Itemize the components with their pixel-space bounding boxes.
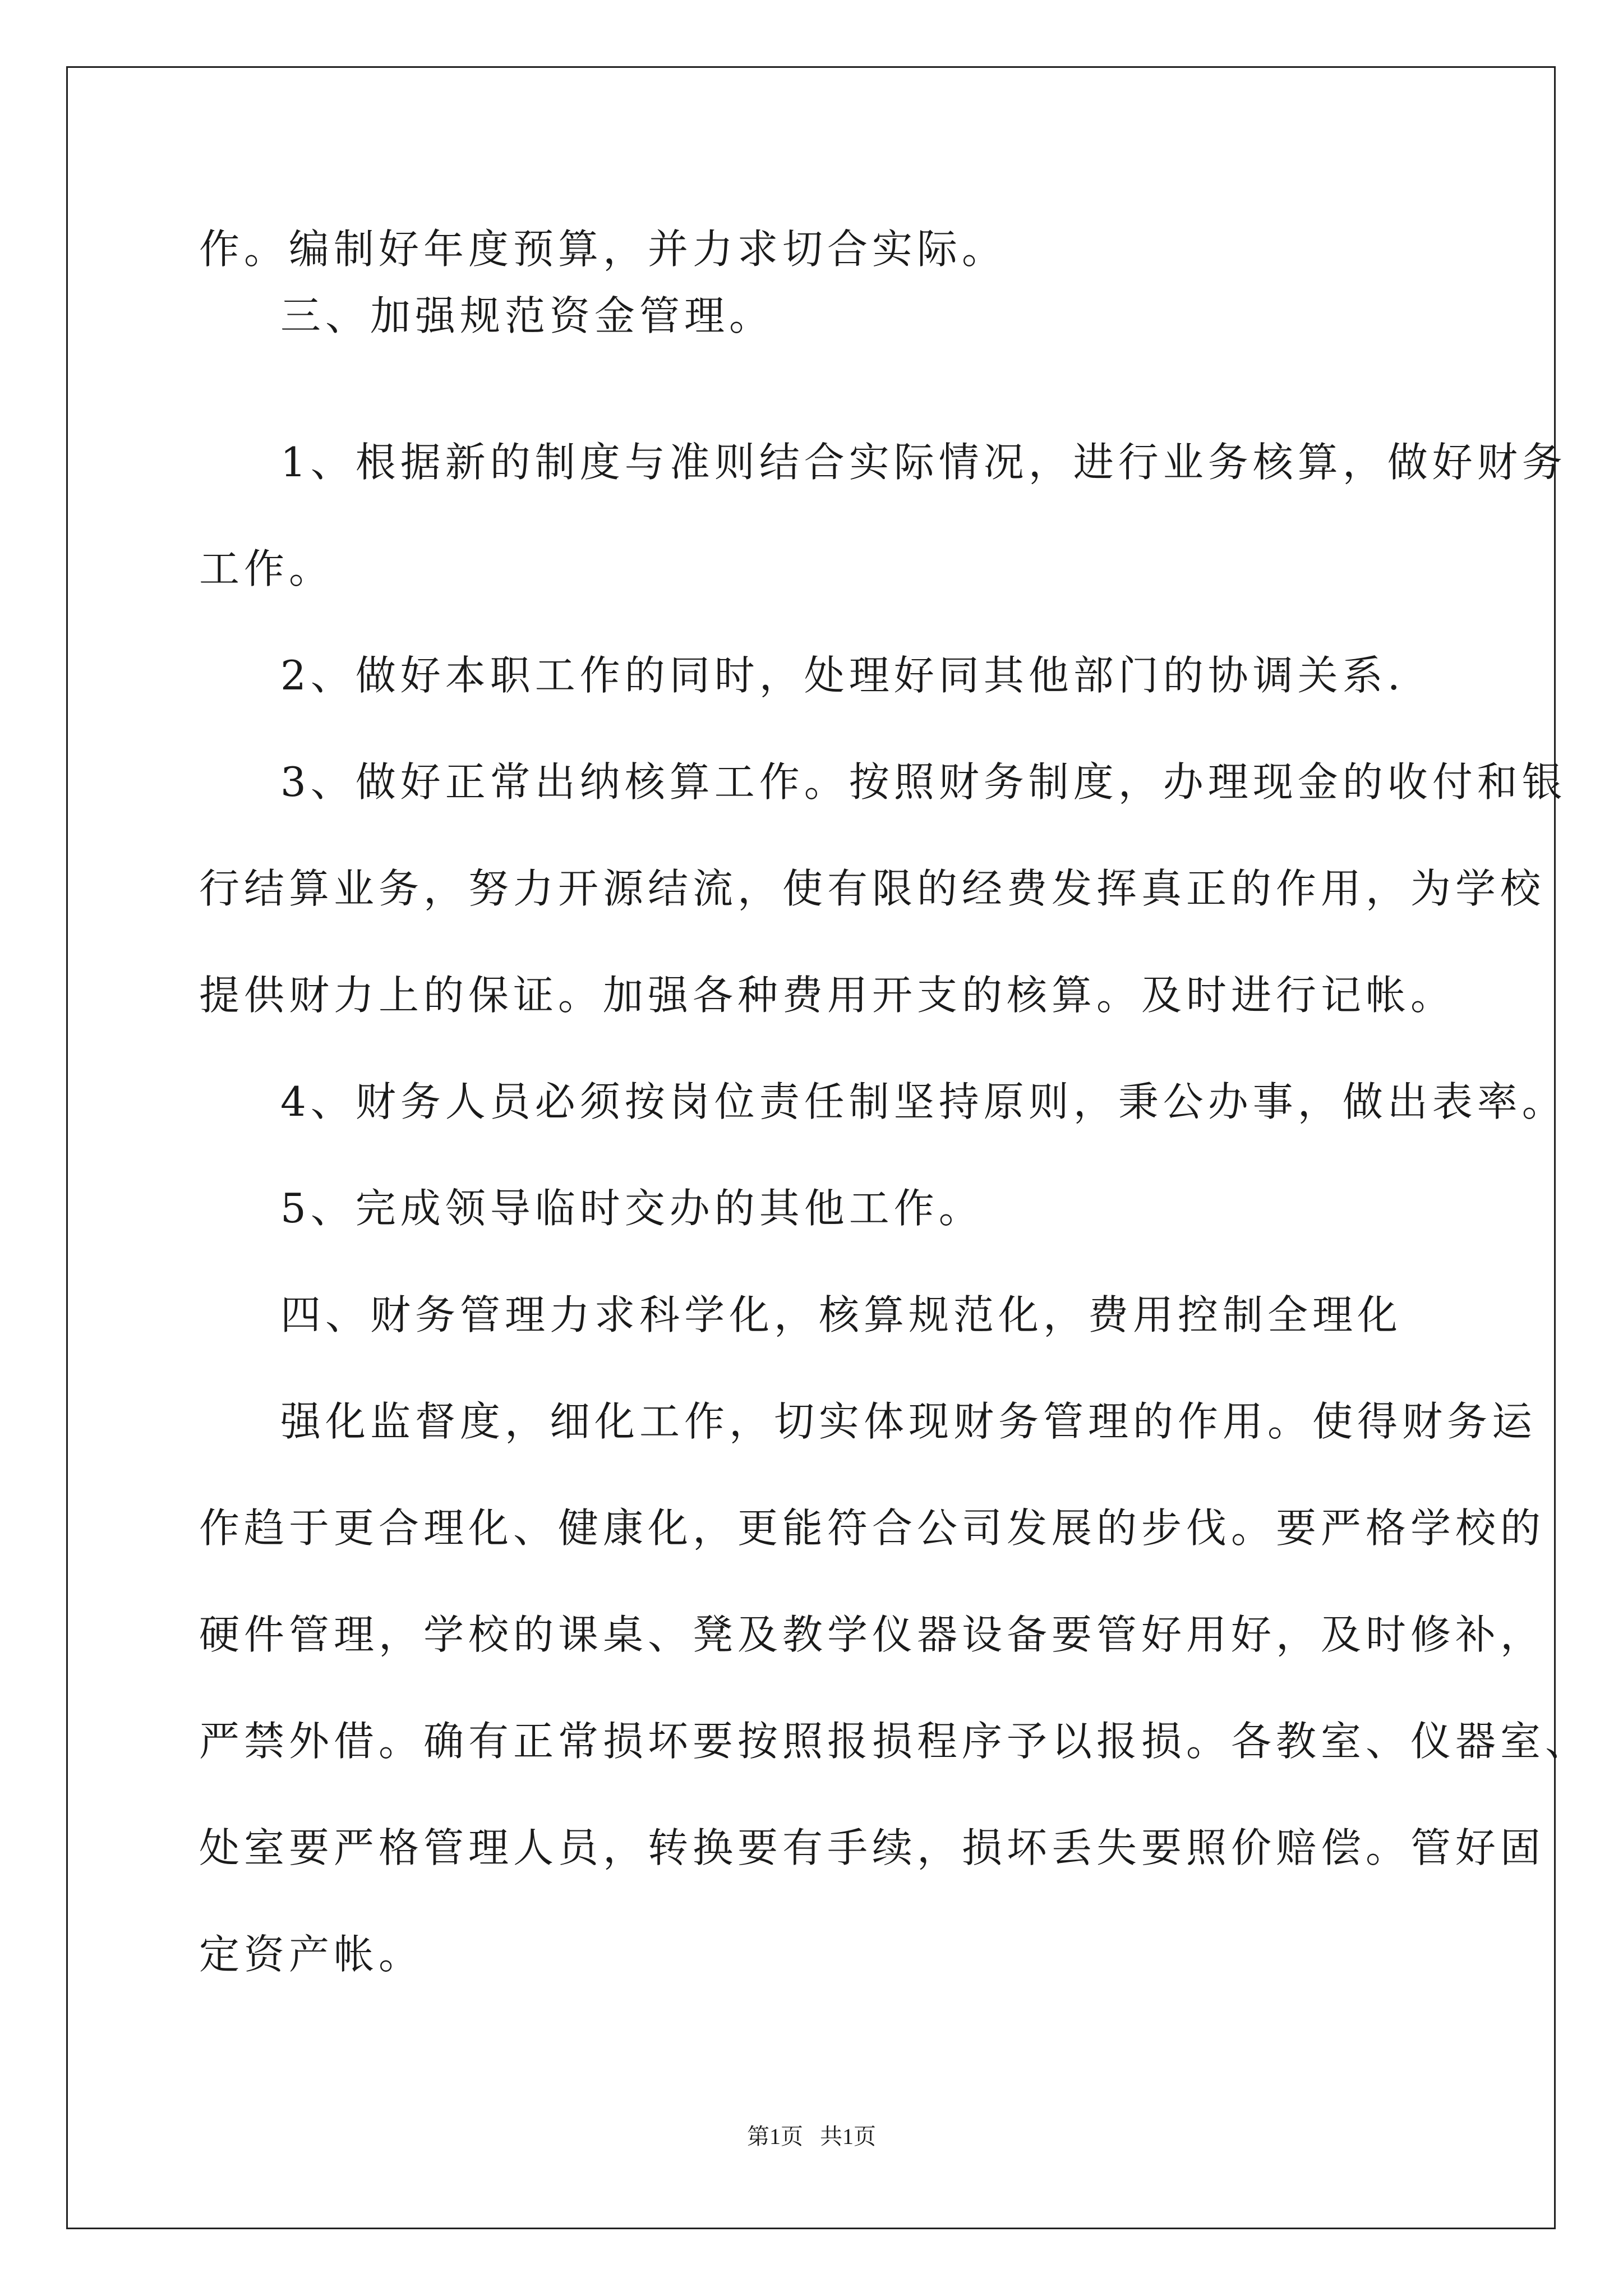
body-line: 作趋于更合理化、健康化，更能符合公司发展的步伐。要严格学校的 [199,1504,1546,1552]
body-line: 作。编制好年度预算，并力求切合实际。 [199,226,1007,273]
body-line: 定资产帐。 [199,1931,424,1978]
body-line: 提供财力上的保证。加强各种费用开支的核算。及时进行记帐。 [199,972,1456,1019]
page-border [66,66,1556,2229]
page-number: 第1页 共1页 [747,2124,876,2149]
body-line: 强化监督度，细化工作，切实体现财务管理的作用。使得财务运 [280,1398,1537,1445]
body-line: 处室要严格管理人员，转换要有手续，损坏丢失要照价赔偿。管好固 [199,1824,1546,1871]
body-line: 工作。 [199,545,334,592]
section-heading: 四、财务管理力求科学化，核算规范化，费用控制全理化 [280,1291,1403,1338]
body-line: 4、财务人员必须按岗位责任制坚持原则，秉公办事，做出表率。 [280,1078,1567,1125]
body-line: 行结算业务，努力开源结流，使有限的经费发挥真正的作用，为学校 [199,865,1546,912]
body-line: 严禁外借。确有正常损坏要按照报损程序予以报损。各教室、仪器室、 [199,1718,1590,1765]
body-line: 1、根据新的制度与准则结合实际情况，进行业务核算，做好财务 [280,439,1567,486]
body-line: 2、做好本职工作的同时，处理好同其他部门的协调关系. [280,652,1405,699]
section-heading: 三、加强规范资金管理。 [280,292,774,339]
body-line: 硬件管理，学校的课桌、凳及教学仪器设备要管好用好，及时修补， [199,1611,1546,1658]
body-line: 3、做好正常出纳核算工作。按照财务制度，办理现金的收付和银 [280,758,1567,806]
body-line: 5、完成领导临时交办的其他工作。 [280,1185,984,1232]
